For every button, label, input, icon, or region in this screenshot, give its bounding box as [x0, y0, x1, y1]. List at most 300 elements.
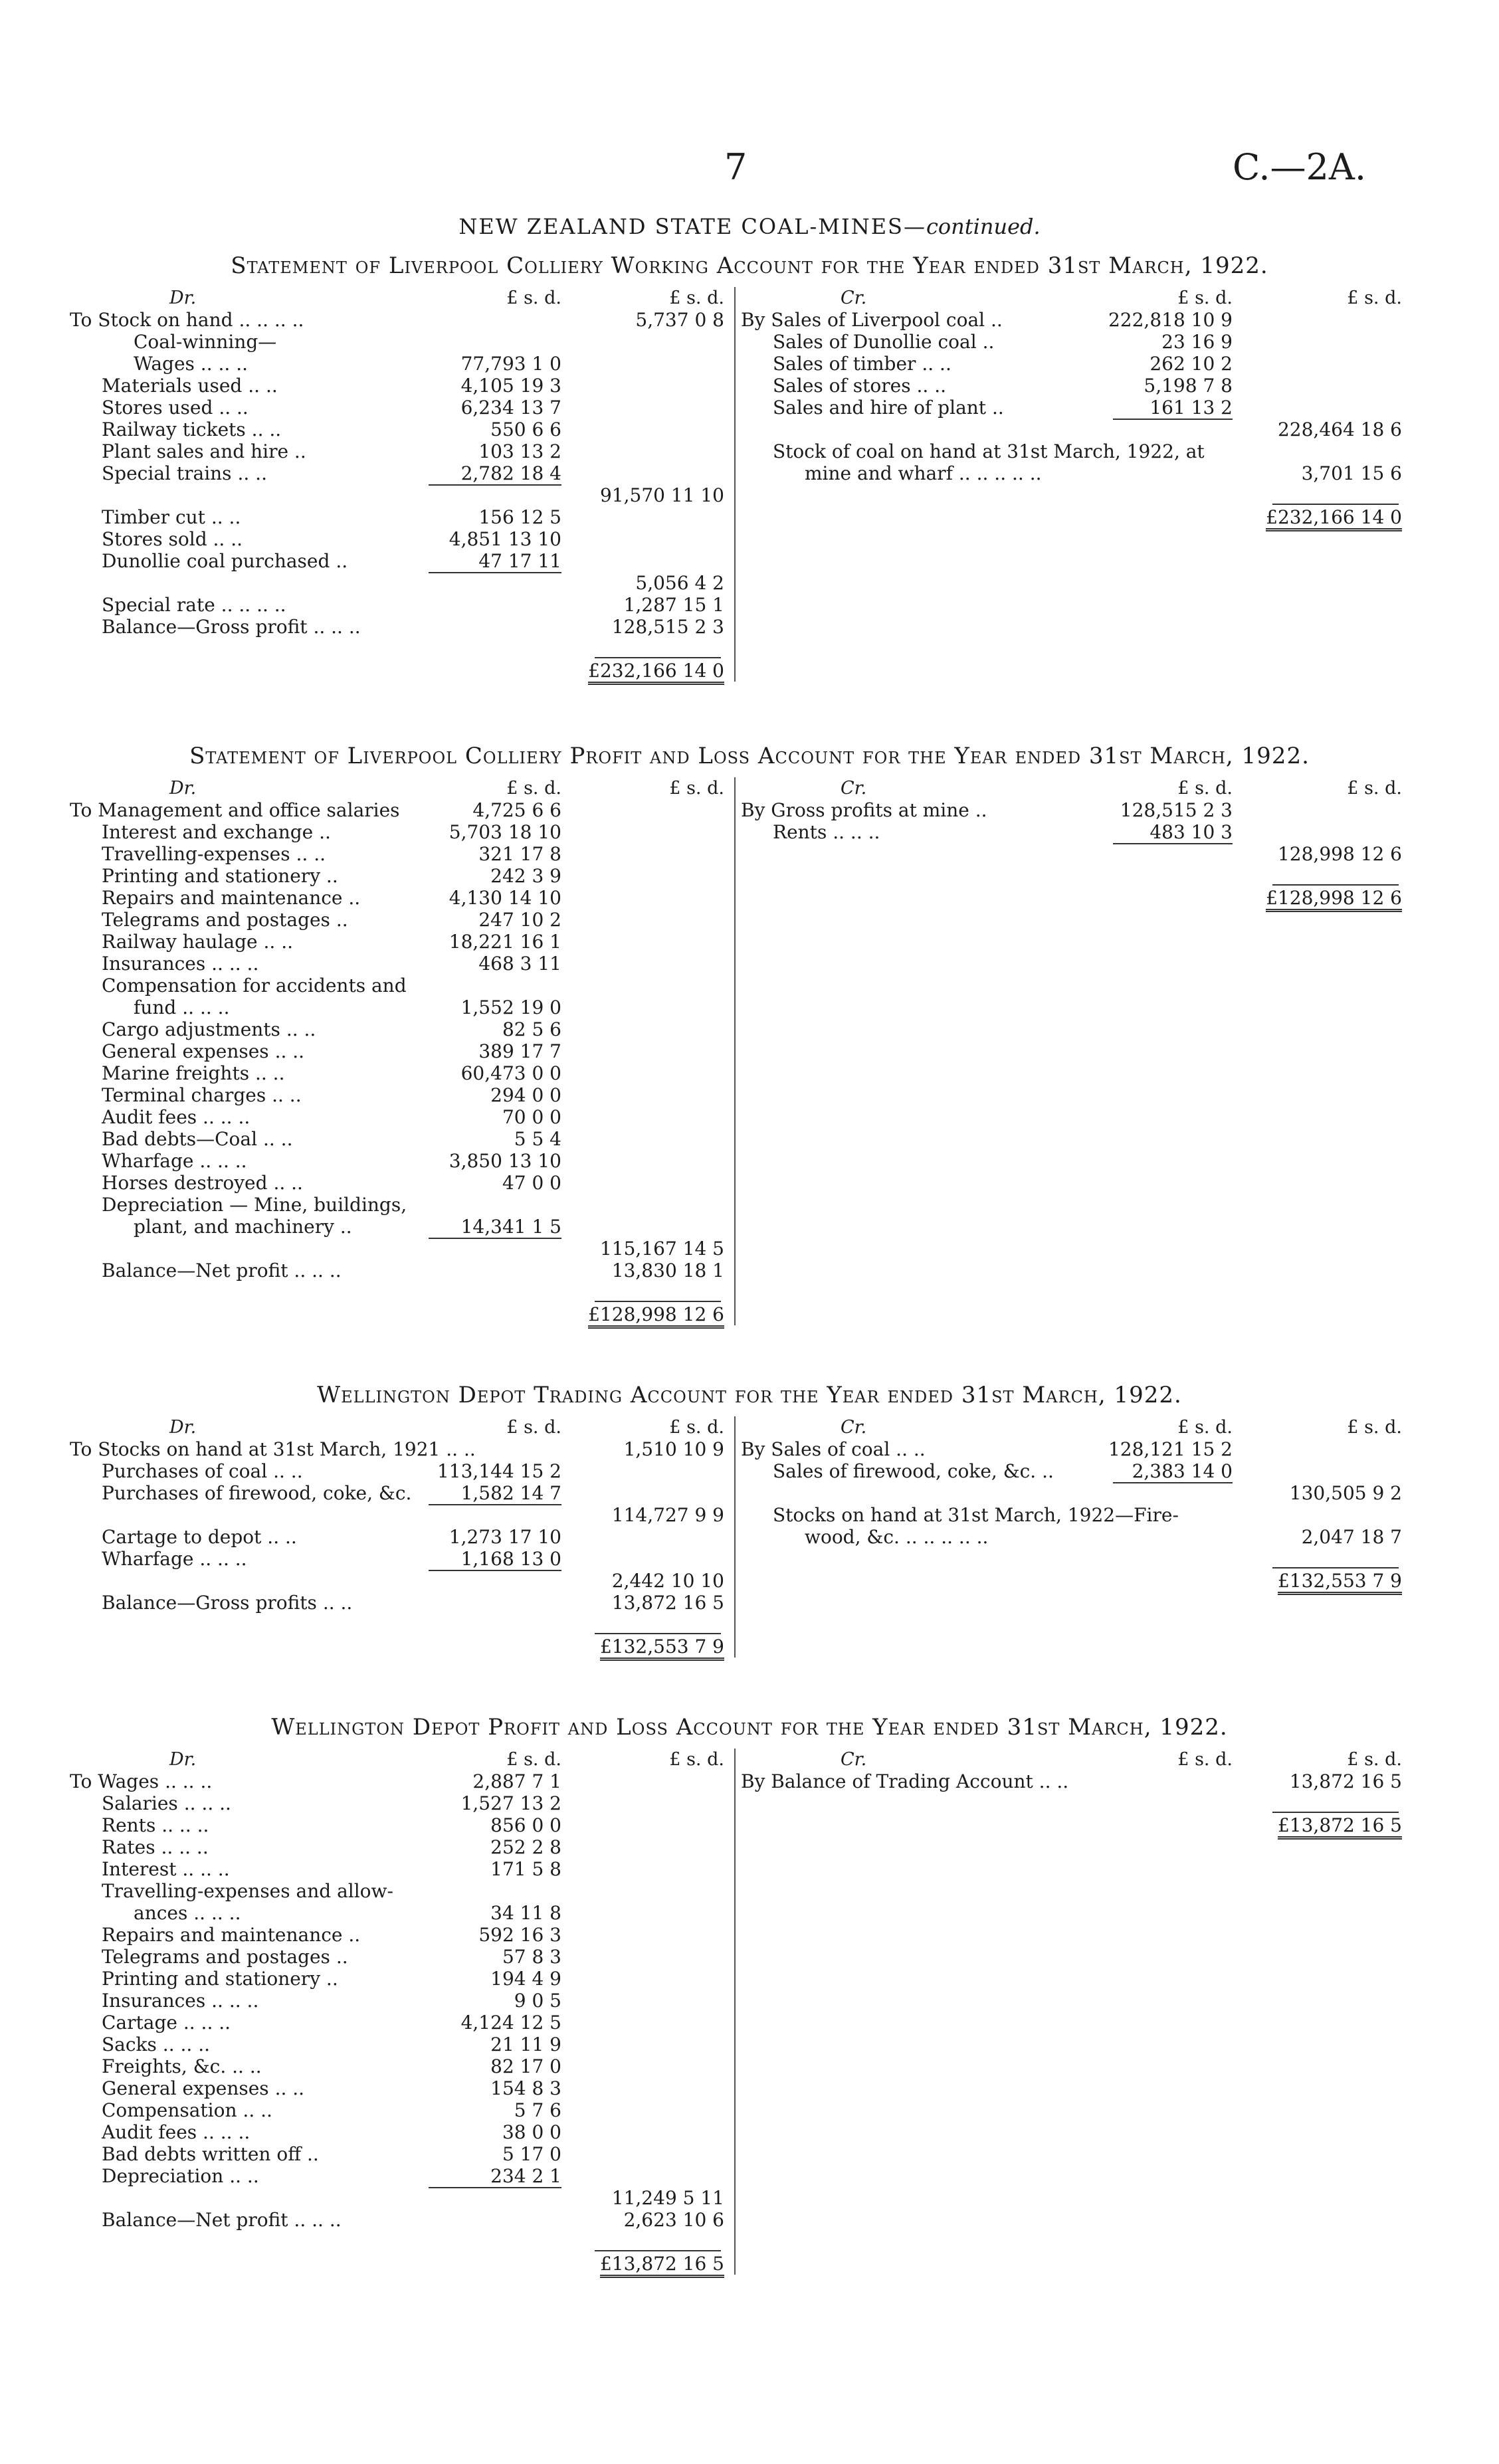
- cr-entry-row: [741, 397, 1405, 419]
- dr-entry-label: [102, 375, 278, 397]
- dr-entry-text: Timber cut: [102, 506, 205, 528]
- dr-entry-label: [102, 1172, 303, 1194]
- account-title-3: Wellington Depot Trading Account for the Year ended 31st March, 1922.: [317, 1382, 1182, 1408]
- leader-dots: .. ..: [910, 375, 946, 397]
- dr-entry-row: [70, 1858, 728, 1880]
- cr-entry-label: [773, 375, 946, 397]
- main-title-suffix: continued.: [926, 214, 1041, 239]
- grand-total-rule: [595, 657, 721, 658]
- leader-dots: .. ..: [268, 1040, 305, 1062]
- column-divider: [734, 777, 736, 1325]
- dr-entry-row: [70, 1770, 728, 1792]
- cr-header-row: [741, 1416, 1405, 1438]
- dr-entry-label: [102, 1548, 247, 1570]
- dr-entry-row: [70, 353, 728, 375]
- leader-dots: .. ..: [242, 375, 278, 397]
- dr-entry-row: [70, 572, 728, 594]
- leader-dots: .. ..: [267, 1172, 303, 1194]
- dr-grand-total-row: [70, 2253, 728, 2275]
- dr-entry-row: [70, 375, 728, 397]
- sum-rule: [429, 484, 561, 486]
- dr-entry-text: Cartage to depot: [102, 1526, 262, 1548]
- dr-entry-row: [70, 1902, 728, 1924]
- dr-subtotal-amount: 321 17 8: [478, 843, 561, 865]
- dr-entry-label: [102, 1062, 284, 1084]
- dr-subtotal-amount: 5 17 0: [502, 2143, 561, 2165]
- leader-dots: .. ..: [306, 2209, 342, 2231]
- dr-subtotal-amount: 389 17 7: [478, 1040, 561, 1062]
- dr-subtotal-amount: 82 5 6: [502, 1018, 561, 1040]
- cr-subtotal-amount: 128,121 15 2: [1108, 1438, 1233, 1460]
- leader-dots: .. .. ..: [156, 2034, 211, 2055]
- dr-grand-total-value: £232,166 14 0: [588, 660, 724, 685]
- dr-entry-text: Purchases of coal: [102, 1460, 268, 1482]
- dr-entry-label: [102, 1260, 342, 1281]
- leader-dots: ..: [985, 309, 1003, 331]
- dr-entry-label: [102, 821, 331, 843]
- dr-entry-row: [70, 953, 728, 975]
- dr-entry-text: fund: [134, 996, 177, 1018]
- dr-entry-text: General expenses: [102, 2077, 269, 2099]
- dr-entry-row: [70, 462, 728, 484]
- dr-entry-row: [70, 1526, 728, 1548]
- leader-dots: .. .. ..: [177, 2012, 231, 2034]
- leader-dots: .. ..: [257, 1128, 293, 1150]
- cr-total-amount: 128,998 12 6: [1277, 843, 1402, 865]
- account-title-2: Statement of Liverpool Colliery Profit and Loss Account for the Year ended 31st March, 1922.: [189, 743, 1310, 769]
- dr-subtotal-amount: 47 17 11: [478, 550, 561, 572]
- leader-dots: .. ..: [316, 1592, 353, 1614]
- dr-subtotal-amount: 4,130 14 10: [449, 887, 561, 909]
- dr-subtotal-amount: 5,703 18 10: [449, 821, 561, 843]
- cr-entry-row: [741, 419, 1405, 440]
- cr-label: Cr.: [841, 288, 867, 308]
- cr-header-row: [741, 777, 1405, 799]
- dr-subtotal-amount: 38 0 0: [502, 2121, 561, 2143]
- leader-dots: ..: [330, 550, 348, 572]
- dr-subtotal-amount: 234 2 1: [490, 2165, 561, 2187]
- dr-subtotal-amount: 156 12 5: [478, 506, 561, 528]
- dr-subtotal-amount: 21 11 9: [490, 2034, 561, 2055]
- credit-column: [741, 287, 1405, 528]
- sum-rule: [429, 572, 561, 573]
- dr-entry-text: Audit fees ..: [102, 2121, 215, 2143]
- leader-dots: .. ..: [245, 419, 282, 440]
- pence-header: d.: [707, 288, 724, 308]
- dr-total-amount: 13,872 16 5: [611, 1592, 724, 1614]
- dr-entry-label: [102, 462, 267, 484]
- page-number: 7: [724, 146, 748, 188]
- dr-entry-label: [102, 1460, 303, 1482]
- dr-money-header: [349, 1749, 561, 1770]
- dr-subtotal-amount: 57 8 3: [502, 1946, 561, 1968]
- dr-entry-label: [102, 2055, 262, 2077]
- cr-entry-row: [741, 1438, 1405, 1460]
- shillings-header: s.: [524, 288, 539, 308]
- leader-dots: .. .. ..: [177, 1792, 231, 1814]
- dr-subtotal-amount: 70 0 0: [502, 1106, 561, 1128]
- cr-entry-row: [741, 309, 1405, 331]
- dr-subtotal-amount: 171 5 8: [490, 1858, 561, 1880]
- cr-entry-row: [741, 462, 1405, 484]
- dr-entry-row: [70, 528, 728, 550]
- cr-entry-label: [741, 799, 987, 821]
- grand-total-rule: [595, 2250, 721, 2251]
- dr-header-row: [70, 1416, 728, 1438]
- cr-entry-label: [741, 309, 1003, 331]
- dr-entry-row: [70, 1946, 728, 1968]
- cr-entry-label: [741, 1438, 926, 1460]
- dr-subtotal-amount: 4,851 13 10: [449, 528, 561, 550]
- dr-subtotal-amount: 1,168 13 0: [460, 1548, 561, 1570]
- dr-entry-text: Sacks: [102, 2034, 157, 2055]
- debit-column: [70, 1749, 728, 2275]
- cr-subtotal-amount: 23 16 9: [1161, 331, 1233, 353]
- dr-label: Dr.: [169, 1749, 197, 1770]
- dr-entry-row: [70, 1836, 728, 1858]
- leader-dots: .. ..: [223, 953, 259, 975]
- cr-entry-label: [773, 353, 951, 375]
- dr-entry-text: Audit fees ..: [102, 1106, 215, 1128]
- cr-entry-text: Stock of coal on hand at 31st March, 1922, at: [773, 440, 1205, 462]
- dr-entry-label: [102, 2143, 319, 2165]
- dr-grand-total: [561, 660, 724, 685]
- dr-subtotal-amount: 2,782 18 4: [460, 462, 561, 484]
- dr-entry-row: [70, 996, 728, 1018]
- dr-entry-row: [70, 1924, 728, 1946]
- cr-subtotal-amount: 483 10 3: [1149, 821, 1233, 843]
- dr-entry-row: [70, 1172, 728, 1194]
- dr-entry-row: [70, 1260, 728, 1281]
- main-title-text: NEW ZEALAND STATE COAL-MINES—: [458, 214, 926, 239]
- dr-entry-label: [102, 2012, 231, 2034]
- pence-header: d.: [707, 778, 724, 799]
- leader-dots: .. .. ..: [176, 996, 230, 1018]
- dr-grand-total-row: [70, 660, 728, 682]
- cr-subtotal-amount: 5,198 7 8: [1144, 375, 1233, 397]
- pounds-sign: £: [506, 288, 518, 308]
- cr-subtotal-amount: 222,818 10 9: [1108, 309, 1233, 331]
- leader-dots: .. ..: [268, 2077, 305, 2099]
- pounds-sign: £: [1177, 288, 1189, 308]
- dr-subtotal-amount: 154 8 3: [490, 2077, 561, 2099]
- shillings-header: s.: [1364, 288, 1379, 308]
- dr-entry-label: [102, 1106, 250, 1128]
- dr-total-amount: 115,167 14 5: [599, 1238, 724, 1260]
- dr-entry-text: Repairs and maintenance: [102, 1924, 343, 1946]
- dr-entry-text: Special trains: [102, 462, 232, 484]
- leader-dots: .. ..: [212, 353, 249, 375]
- dr-entry-text: Printing and stationery: [102, 1968, 321, 1990]
- cr-entry-row: [741, 1460, 1405, 1482]
- leader-dots: ..: [313, 821, 331, 843]
- grand-total-rule: [1272, 1812, 1399, 1813]
- dr-entry-text: plant, and machinery: [134, 1216, 334, 1238]
- pence-header: d.: [544, 288, 561, 308]
- shillings-header: s.: [1195, 1749, 1210, 1770]
- debit-column: [70, 1416, 728, 1658]
- dr-entry-row: [70, 550, 728, 572]
- cr-header-row: [741, 1749, 1405, 1770]
- dr-entry-text: Wharfage ..: [102, 1548, 212, 1570]
- dr-entry-text: Special rate: [102, 594, 215, 616]
- account-title-4: Wellington Depot Profit and Loss Account for the Year ended 31st March, 1922.: [271, 1714, 1228, 1741]
- leader-dots: ..: [320, 1968, 338, 1990]
- cr-label: Cr.: [841, 1749, 867, 1770]
- dr-entry-text: To Stock on hand: [70, 309, 233, 331]
- pence-header: d.: [1385, 1417, 1402, 1438]
- pence-header: d.: [707, 1749, 724, 1770]
- dr-entry-label: [102, 594, 286, 616]
- cr-subtotal-amount: 161 13 2: [1149, 397, 1233, 419]
- leader-dots: .. ..: [916, 353, 951, 375]
- dr-money-header: [561, 1749, 724, 1770]
- sum-rule: [1113, 1482, 1233, 1483]
- pence-header: d.: [707, 1417, 724, 1438]
- cr-money-header: [1007, 777, 1233, 799]
- dr-entry-row: [70, 1570, 728, 1592]
- leader-dots: .. ..: [306, 1260, 342, 1281]
- dr-entry-label: [102, 1990, 258, 2012]
- dr-entry-label: [70, 1770, 212, 1792]
- leader-dots: .. ..: [257, 931, 294, 953]
- dr-subtotal-amount: 6,234 13 7: [460, 397, 561, 419]
- dr-total-amount: 13,830 18 1: [611, 1260, 724, 1281]
- dr-subtotal-amount: 242 3 9: [490, 865, 561, 887]
- pounds-sign: £: [669, 1749, 681, 1770]
- dr-subtotal-amount: 4,725 6 6: [472, 799, 561, 821]
- dr-subtotal-amount: 82 17 0: [490, 2055, 561, 2077]
- dr-subtotal-amount: 14,341 1 5: [460, 1216, 561, 1238]
- cr-entry-row: [741, 821, 1405, 843]
- pounds-sign: £: [506, 778, 518, 799]
- cr-money-header: [1007, 1416, 1233, 1438]
- dr-subtotal-amount: 4,124 12 5: [460, 2012, 561, 2034]
- pence-header: d.: [1215, 1417, 1233, 1438]
- dr-entry-label: [70, 1438, 476, 1460]
- dr-entry-label: [102, 2099, 272, 2121]
- cr-grand-total: [1233, 887, 1402, 912]
- dr-entry-label: [134, 353, 248, 375]
- dr-entry-label: [102, 528, 243, 550]
- sum-rule: [429, 1504, 561, 1505]
- dr-entry-row: [70, 2121, 728, 2143]
- dr-entry-label: [102, 887, 360, 909]
- dr-entry-row: [70, 1018, 728, 1040]
- dr-entry-row: [70, 1106, 728, 1128]
- dr-entry-label: [102, 440, 306, 462]
- sum-rule: [429, 1238, 561, 1239]
- cr-total-amount: 2,047 18 7: [1301, 1526, 1402, 1548]
- dr-entry-row: [70, 2187, 728, 2209]
- dr-entry-text: Printing and stationery: [102, 865, 321, 887]
- dr-entry-label: [102, 2165, 259, 2187]
- cr-total-amount: 228,464 18 6: [1277, 419, 1402, 440]
- dr-total-amount: 1,510 10 9: [623, 1438, 724, 1460]
- dr-entry-text: Bad debts—Coal: [102, 1128, 258, 1150]
- shillings-header: s.: [686, 1749, 702, 1770]
- dr-grand-total-row: [70, 1303, 728, 1325]
- shillings-header: s.: [686, 1417, 702, 1438]
- dr-subtotal-amount: 294 0 0: [490, 1084, 561, 1106]
- sum-rule: [1113, 843, 1233, 844]
- dr-entry-text: Materials used: [102, 375, 243, 397]
- dr-subtotal-amount: 247 10 2: [478, 909, 561, 931]
- grand-total-rule: [1272, 884, 1399, 886]
- dr-entry-label: [102, 1592, 352, 1614]
- dr-total-amount: 11,249 5 11: [611, 2187, 724, 2209]
- dr-subtotal-amount: 77,793 1 0: [460, 353, 561, 375]
- cr-entry-label: [773, 440, 1205, 462]
- grand-total-rule: [595, 1301, 721, 1302]
- dr-entry-row: [70, 1084, 728, 1106]
- dr-entry-text: Balance—Net profit ..: [102, 2209, 306, 2231]
- dr-entry-row: [70, 1238, 728, 1260]
- cr-label: Cr.: [841, 778, 867, 799]
- dr-subtotal-amount: 47 0 0: [502, 1172, 561, 1194]
- dr-entry-row: [70, 1216, 728, 1238]
- pounds-sign: £: [1177, 1417, 1189, 1438]
- cr-grand-total-row: [741, 1570, 1405, 1592]
- shillings-header: s.: [1195, 1417, 1210, 1438]
- dr-entry-row: [70, 1814, 728, 1836]
- pounds-sign: £: [669, 288, 681, 308]
- dr-entry-text: Cartage: [102, 2012, 177, 2034]
- dr-total-amount: 91,570 11 10: [599, 484, 724, 506]
- dr-entry-row: [70, 887, 728, 909]
- dr-total-amount: 5,056 4 2: [635, 572, 724, 594]
- leader-dots: .. ..: [223, 2165, 259, 2187]
- dr-entry-text: Rents: [102, 1814, 156, 1836]
- dr-money-header: [561, 1416, 724, 1438]
- debit-column: [70, 287, 728, 682]
- cr-entry-label: [773, 821, 880, 843]
- document-code: C.—2A.: [1233, 146, 1367, 188]
- leader-dots: ..: [308, 843, 326, 865]
- dr-entry-label: [102, 1924, 360, 1946]
- leader-dots: .. ..: [205, 506, 241, 528]
- dr-entry-row: [70, 484, 728, 506]
- cr-total-amount: 130,505 9 2: [1289, 1482, 1402, 1504]
- dr-entry-row: [70, 594, 728, 616]
- credit-column: [741, 1416, 1405, 1592]
- account-wellington-profit-loss: [70, 1749, 1405, 2275]
- cr-entry-row: [741, 375, 1405, 397]
- cr-entry-text: By Balance of Trading Account: [741, 1770, 1033, 1792]
- cr-entry-label: [773, 1504, 1179, 1526]
- cr-entry-row: [741, 1482, 1405, 1504]
- dr-total-amount: 128,515 2 3: [611, 616, 724, 638]
- shillings-header: s.: [524, 1749, 539, 1770]
- leader-dots: .. ..: [226, 2055, 262, 2077]
- pounds-sign: £: [669, 778, 681, 799]
- dr-entry-row: [70, 2165, 728, 2187]
- dr-entry-text: Insurances ..: [102, 953, 223, 975]
- dr-entry-row: [70, 1128, 728, 1150]
- leader-dots: .. ..: [890, 1438, 926, 1460]
- column-divider: [734, 287, 736, 682]
- dr-money-header: [561, 287, 724, 309]
- pounds-sign: £: [1347, 778, 1359, 799]
- dr-entry-label: [102, 397, 249, 419]
- leader-dots: .. .. ..: [307, 616, 361, 638]
- leader-dots: .. ..: [249, 1062, 285, 1084]
- dr-subtotal-amount: 550 6 6: [490, 419, 561, 440]
- cr-entry-text: Sales of firewood, coke, &c. ..: [773, 1460, 1054, 1482]
- dr-subtotal-amount: 592 16 3: [478, 1924, 561, 1946]
- leader-dots: .. ..: [214, 2121, 250, 2143]
- dr-entry-row: [70, 865, 728, 887]
- dr-entry-row: [70, 1460, 728, 1482]
- dr-entry-row: [70, 843, 728, 865]
- dr-header-row: [70, 1749, 728, 1770]
- cr-total-amount: 13,872 16 5: [1289, 1770, 1402, 1792]
- dr-entry-text: Insurances ..: [102, 1990, 223, 2012]
- dr-entry-row: [70, 931, 728, 953]
- dr-subtotal-amount: 103 13 2: [478, 440, 561, 462]
- cr-entry-text: By Sales of coal: [741, 1438, 890, 1460]
- dr-entry-label: [102, 909, 348, 931]
- dr-entry-label: [102, 550, 348, 572]
- dr-subtotal-amount: 1,527 13 2: [460, 1792, 561, 1814]
- dr-entry-row: [70, 2055, 728, 2077]
- cr-entry-row: [741, 440, 1405, 462]
- leader-dots: .. .. .. ..: [970, 462, 1042, 484]
- dr-entry-row: [70, 440, 728, 462]
- dr-entry-row: [70, 799, 728, 821]
- shillings-header: s.: [1195, 778, 1210, 799]
- cr-entry-row: [741, 1770, 1405, 1792]
- debit-column: [70, 777, 728, 1325]
- dr-entry-label: [102, 2121, 250, 2143]
- dr-entry-row: [70, 1592, 728, 1614]
- leader-dots: .. .. ..: [155, 1814, 209, 1836]
- cr-entry-label: [805, 1526, 988, 1548]
- shillings-header: s.: [524, 778, 539, 799]
- cr-entry-label: [773, 331, 994, 353]
- dr-subtotal-amount: 1,552 19 0: [460, 996, 561, 1018]
- dr-entry-text: Compensation for accidents and: [102, 975, 407, 996]
- dr-entry-text: Purchases of firewood, coke, &c.: [102, 1482, 412, 1504]
- shillings-header: s.: [1364, 778, 1379, 799]
- pence-header: d.: [1215, 1749, 1233, 1770]
- dr-entry-text: ances: [134, 1902, 188, 1924]
- cr-entry-row: [741, 353, 1405, 375]
- dr-entry-label: [102, 1858, 230, 1880]
- leader-dots: .. ..: [267, 1460, 303, 1482]
- leader-dots: ..: [969, 799, 987, 821]
- pence-header: d.: [1215, 778, 1233, 799]
- dr-subtotal-amount: 856 0 0: [490, 1814, 561, 1836]
- cr-entry-label: [805, 462, 1042, 484]
- dr-entry-row: [70, 2143, 728, 2165]
- shillings-header: s.: [1195, 288, 1210, 308]
- dr-entry-label: [102, 1040, 304, 1062]
- dr-total-amount: 2,623 10 6: [623, 2209, 724, 2231]
- pence-header: d.: [544, 1749, 561, 1770]
- dr-total-amount: 1,287 15 1: [623, 594, 724, 616]
- dr-entry-label: [102, 953, 258, 975]
- sum-rule: [1113, 419, 1233, 420]
- dr-entry-row: [70, 1548, 728, 1570]
- dr-entry-text: Plant sales and hire: [102, 440, 289, 462]
- dr-entry-text: Dunollie coal purchased: [102, 550, 330, 572]
- dr-total-amount: 2,442 10 10: [611, 1570, 724, 1592]
- column-divider: [734, 1749, 736, 2275]
- column-divider: [734, 1416, 736, 1658]
- dr-entry-row: [70, 1504, 728, 1526]
- cr-total-amount: 3,701 15 6: [1301, 462, 1402, 484]
